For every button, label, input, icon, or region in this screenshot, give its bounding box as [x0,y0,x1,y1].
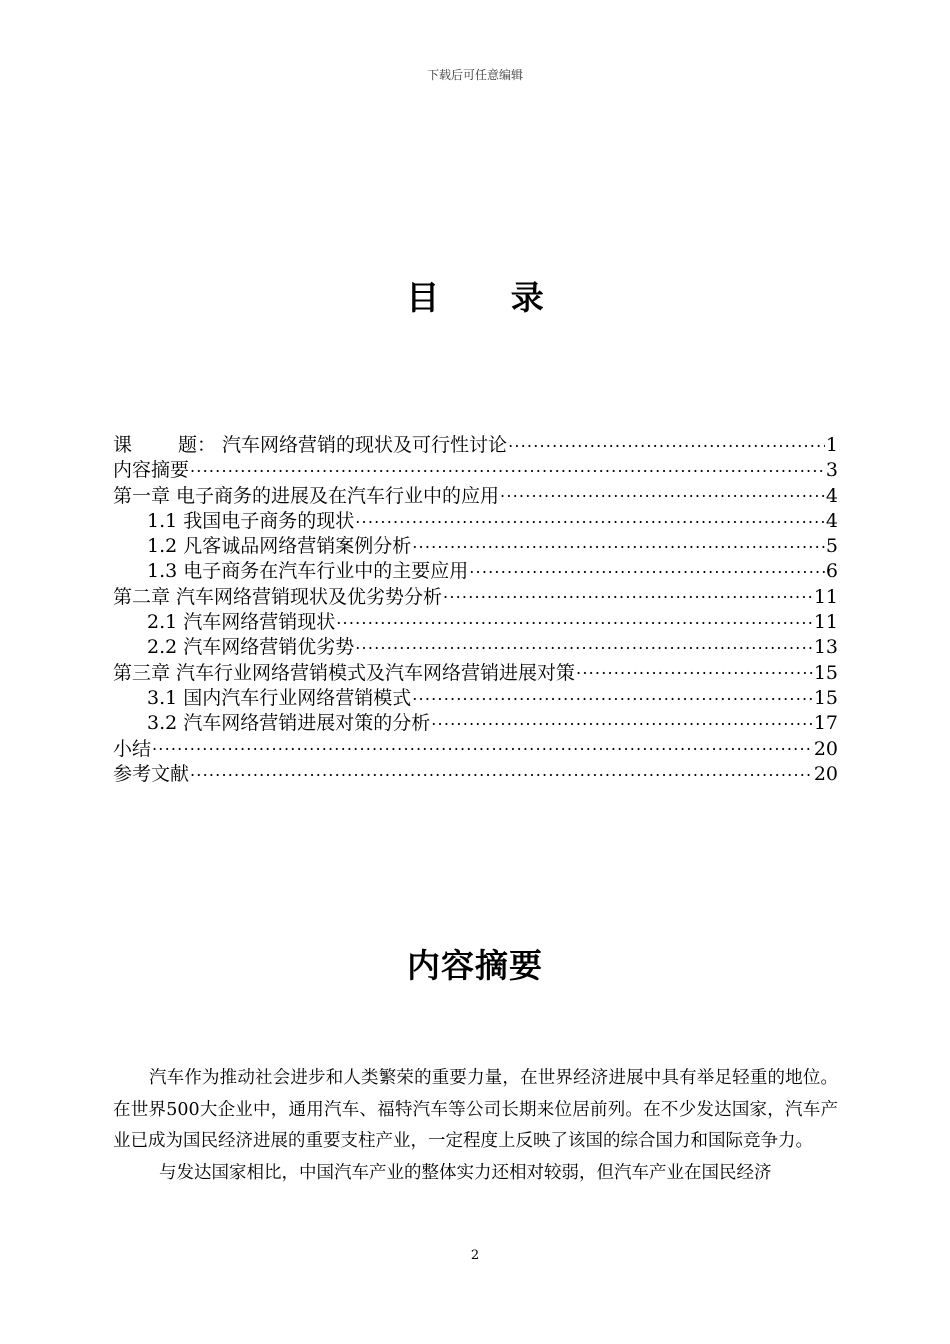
toc-entry-topic[interactable] [113,432,838,457]
toc-entry-section-3-1[interactable] [113,685,838,710]
toc-entry-label: 2.1 汽车网络营销现状 [147,611,336,634]
toc-leader-dots [355,508,825,527]
abstract-paragraph: 汽车作为推动社会进步和人类繁荣的重要力量，在世界经济进展中具有举足轻重的地位。在世界500大企业中，通用汽车、福特汽车等公司长期来位居前列。在不少发达国家，汽车产业已成为国民经济进展的重要支柱产业，一定程度上反映了该国的综合国力和国际竞争力。 [113,1068,838,1151]
toc-entry-label: 2.2 汽车网络营销优劣势 [147,636,355,659]
toc-leader-dots [355,634,813,653]
toc-entry-page: 11 [813,585,838,608]
toc-entry-page: 17 [813,712,838,735]
toc-entry-page: 6 [825,560,838,583]
page-header: 下载后可任意编辑 [426,68,523,82]
toc-title: 目 录 [406,278,574,317]
toc-leader-dots [152,736,813,755]
toc-entry-chapter-2[interactable] [113,584,838,609]
toc-entry-page: 1 [825,434,838,456]
toc-entry-section-2-1[interactable] [113,609,838,634]
toc-leader-dots [190,457,825,476]
toc-entry-page: 20 [813,737,838,760]
toc-leader-dots [576,660,813,679]
toc-entry-page: 4 [825,509,838,532]
toc-entry-section-1-2[interactable] [113,533,838,558]
abstract-title: 内容摘要 [407,946,543,985]
toc-entry-chapter-1[interactable] [113,483,838,508]
toc-entry-page: 3 [825,459,838,482]
toc-entry-references[interactable] [113,761,838,786]
toc-entry-label: 内容摘要 [113,459,190,482]
toc-leader-dots [412,533,825,552]
toc-entry-section-1-3[interactable] [113,558,838,583]
toc-leader-dots [190,761,813,780]
toc-entry-page: 15 [813,686,838,709]
toc-entry-label: 课 题： 汽车网络营销的现状及可行性讨论 [113,434,508,456]
toc-entry-summary[interactable] [113,736,838,761]
abstract-body [113,1063,838,1189]
toc-entry-abstract[interactable] [113,457,838,482]
toc-leader-dots [336,609,813,628]
toc-entry-page: 4 [825,484,838,507]
toc-entry-section-2-2[interactable] [113,634,838,659]
toc-entry-label: 第二章 汽车网络营销现状及优劣势分析 [113,585,443,608]
toc-entry-label: 第一章 电子商务的进展及在汽车行业中的应用 [113,484,500,507]
toc-entry-label: 3.2 汽车网络营销进展对策的分析 [147,712,431,735]
toc-entry-page: 5 [825,535,838,558]
toc-entry-page: 15 [813,661,838,684]
table-of-contents [113,432,838,786]
toc-entry-section-3-2[interactable] [113,710,838,735]
toc-entry-page: 20 [813,762,838,785]
toc-leader-dots [443,584,813,603]
toc-entry-page: 13 [813,636,838,659]
page-number: 2 [470,1248,480,1263]
toc-entry-label: 3.1 国内汽车行业网络营销模式 [147,686,412,709]
toc-entry-page: 11 [813,611,838,634]
toc-leader-dots [469,558,825,577]
toc-leader-dots [508,432,825,451]
toc-entry-label: 小结 [113,737,152,760]
toc-entry-label: 参考文献 [113,762,190,785]
toc-entry-section-1-1[interactable] [113,508,838,533]
toc-entry-label: 1.1 我国电子商务的现状 [147,509,355,532]
toc-entry-label: 1.2 凡客诚品网络营销案例分析 [147,535,412,558]
toc-entry-label: 第三章 汽车行业网络营销模式及汽车网络营销进展对策 [113,661,576,684]
toc-leader-dots [412,685,813,704]
toc-leader-dots [431,710,813,729]
toc-leader-dots [500,483,825,502]
toc-entry-label: 1.3 电子商务在汽车行业中的主要应用 [147,560,469,583]
abstract-paragraph: 与发达国家相比，中国汽车产业的整体实力还相对较弱，但汽车产业在国民经济 [159,1162,772,1183]
toc-entry-chapter-3[interactable] [113,660,838,685]
